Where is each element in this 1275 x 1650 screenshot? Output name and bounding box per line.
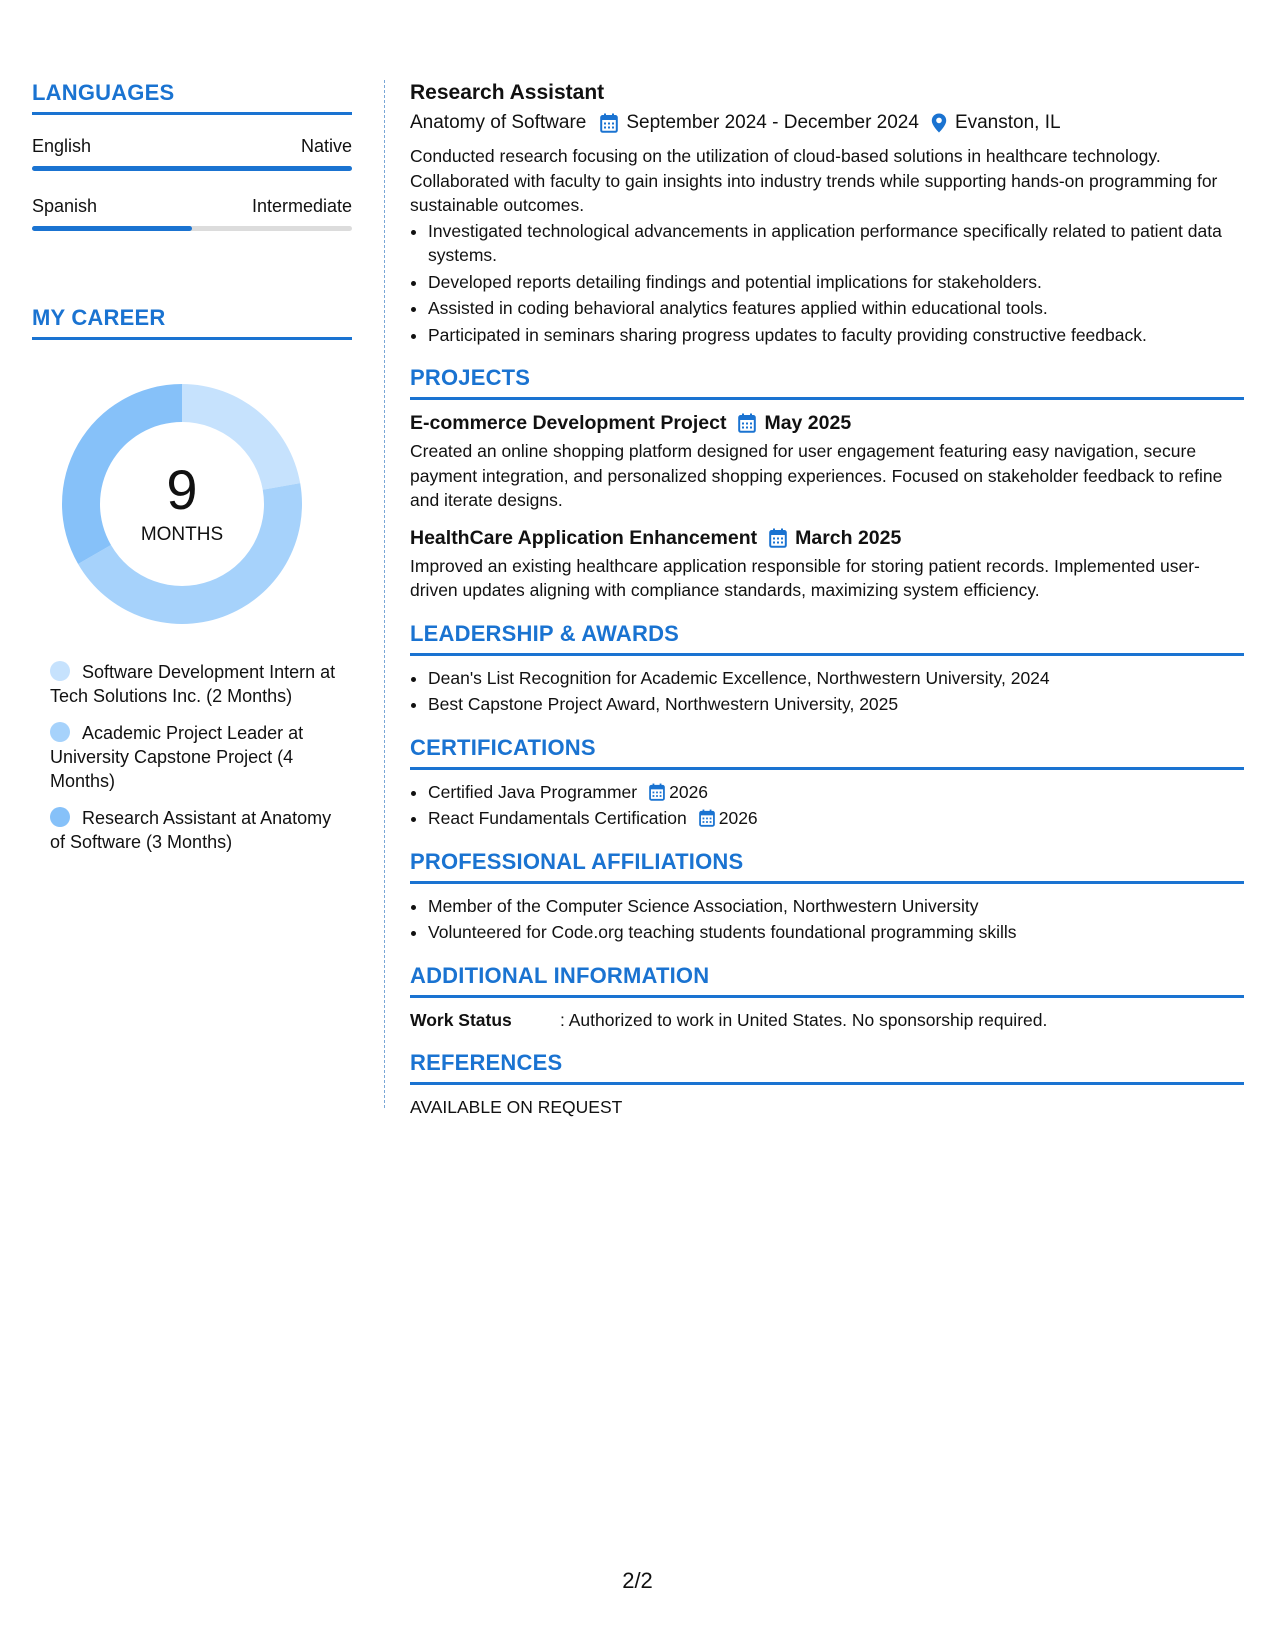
- job-title: Research Assistant: [410, 81, 605, 104]
- list-item: • Participated in seminars sharing progress updates to faculty providing constructive feedback.: [428, 323, 1244, 348]
- languages-heading: LANGUAGES: [32, 80, 352, 115]
- list-item: • Member of the Computer Science Association, Northwestern University: [428, 894, 1244, 919]
- certification-name: • React Fundamentals Certification: [428, 808, 687, 828]
- career-donut-chart: [62, 384, 302, 624]
- project-date: May 2025: [764, 412, 852, 434]
- affiliations-heading: PROFESSIONAL AFFILIATIONS: [410, 849, 1244, 884]
- job-location: Evanston, IL: [954, 112, 1061, 133]
- project-item: [410, 525, 1244, 603]
- project-title: E-commerce Development Project: [410, 412, 727, 434]
- leadership-heading: LEADERSHIP & AWARDS: [410, 621, 1244, 656]
- language-english: [32, 135, 352, 171]
- list-item: • Volunteered for Code.org teaching students foundational programming skills: [428, 920, 1244, 945]
- projects-heading: PROJECTS: [410, 365, 1244, 400]
- language-spanish: [32, 195, 352, 231]
- project-item: [410, 410, 1244, 513]
- list-item: [428, 806, 1244, 831]
- certifications-list: [410, 780, 1244, 831]
- certification-year: 2026: [718, 808, 758, 828]
- calendar-icon: [738, 413, 756, 433]
- project-description: Created an online shopping platform designed for user engagement featuring easy navigation, secure payment integration, and personalized shopping experiences. Focused on stakeholder feedback to refine and iterate designs.: [410, 441, 1223, 510]
- language-level: Intermediate: [251, 196, 352, 216]
- job-company: Anatomy of Software: [410, 112, 587, 133]
- legend-dot-icon: [50, 661, 70, 681]
- job-meta: [410, 110, 1244, 136]
- certification-year: 2026: [669, 781, 709, 802]
- language-name: English: [32, 136, 92, 156]
- list-item: • Dean's List Recognition for Academic Excellence, Northwestern University, 2024: [428, 666, 1244, 691]
- language-proficiency-fill: [32, 166, 352, 171]
- legend-dot-icon: [50, 807, 70, 827]
- calendar-icon: [649, 783, 665, 801]
- career-total-number: 9: [166, 458, 198, 521]
- career-legend-item: [50, 806, 340, 854]
- list-item: • Investigated technological advancements in application performance specifically related to patient data systems.: [428, 219, 1244, 268]
- career-heading: MY CAREER: [32, 305, 352, 340]
- career-legend-item: [50, 660, 340, 708]
- work-status-value: : Authorized to work in United States. No sponsorship required.: [560, 1009, 1048, 1030]
- career-legend-label: Software Development Intern at Tech Solutions Inc. (2 Months): [50, 662, 336, 706]
- right-column: [410, 80, 1244, 1119]
- project-date: March 2025: [795, 526, 902, 549]
- list-item: • Developed reports detailing findings and potential implications for stakeholders.: [428, 270, 1244, 295]
- work-status-label: Work Status: [410, 1009, 512, 1030]
- list-item: • Assisted in coding behavioral analytics features applied within educational tools.: [428, 296, 1244, 321]
- career-total-unit: MONTHS: [140, 524, 224, 545]
- career-legend-label: Academic Project Leader at University Capstone Project (4 Months): [50, 723, 304, 791]
- work-status-row: [410, 1008, 1244, 1032]
- references-text: AVAILABLE ON REQUEST: [410, 1096, 623, 1117]
- language-proficiency-fill: [32, 226, 192, 231]
- language-proficiency-bar: [32, 166, 352, 171]
- location-pin-icon: [931, 113, 947, 133]
- additional-info-heading: ADDITIONAL INFORMATION: [410, 963, 1244, 998]
- references-heading: REFERENCES: [410, 1050, 1244, 1085]
- certifications-heading: CERTIFICATIONS: [410, 735, 1244, 770]
- career-legend: [50, 660, 340, 854]
- job-summary: Conducted research focusing on the utilization of cloud-based solutions in healthcare technology. Collaborated with faculty to gain insights into industry trends while supporting hands-on programming for sustainable outcomes.: [410, 146, 1218, 215]
- language-proficiency-bar: [32, 226, 352, 231]
- calendar-icon: [600, 113, 618, 133]
- career-legend-label: Research Assistant at Anatomy of Software (3 Months): [50, 808, 332, 852]
- calendar-icon: [769, 528, 787, 548]
- affiliations-list: [410, 894, 1244, 945]
- project-description: Improved an existing healthcare application responsible for storing patient records. Implemented user-driven updates aligning with compliance standards, maximizing system efficiency.: [410, 555, 1200, 600]
- project-title: HealthCare Application Enhancement: [410, 526, 758, 549]
- legend-dot-icon: [50, 722, 70, 742]
- language-level: Native: [300, 136, 352, 156]
- job-dates: September 2024 - December 2024: [626, 112, 919, 133]
- column-divider: [384, 80, 385, 1108]
- leadership-list: [410, 666, 1244, 717]
- left-column: [32, 80, 352, 867]
- language-name: Spanish: [32, 196, 98, 216]
- calendar-icon: [699, 809, 715, 827]
- list-item: • Best Capstone Project Award, Northwestern University, 2025: [428, 692, 1244, 717]
- career-legend-item: [50, 721, 340, 793]
- page-number: 2/2: [622, 1568, 653, 1593]
- certification-name: • Certified Java Programmer: [428, 781, 638, 802]
- list-item: [428, 780, 1244, 805]
- job-bullets: [410, 219, 1244, 348]
